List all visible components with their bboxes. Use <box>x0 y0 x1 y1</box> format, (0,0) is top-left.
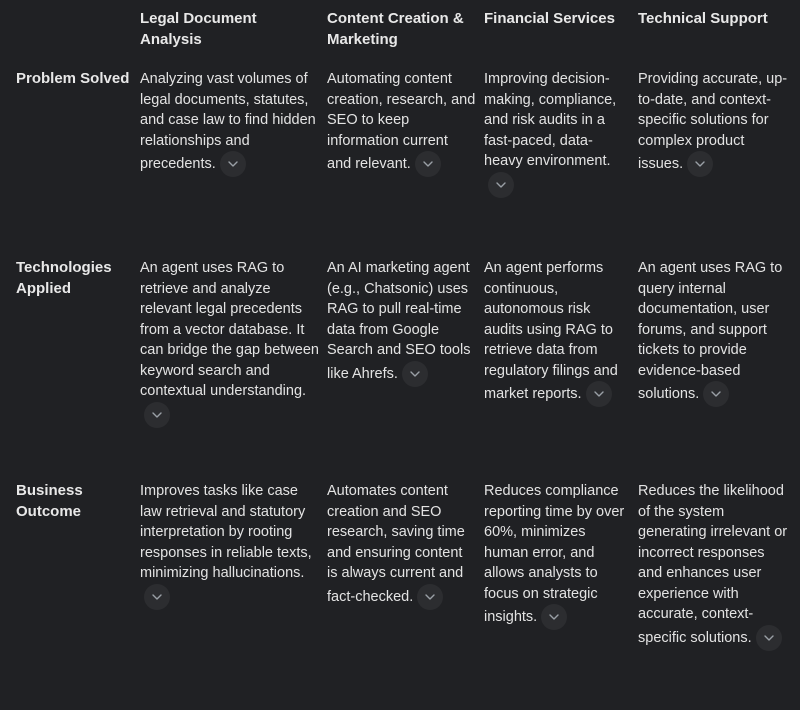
table-cell: An agent uses RAG to query internal documentation, user forums, and support tickets to provide evidence-based solutions. <box>638 258 800 481</box>
chevron-down-icon[interactable] <box>220 151 246 177</box>
table-cell: Reduces compliance reporting time by over 60%, minimizes human error, and allows analysts to focus on strategic insights. <box>484 481 638 701</box>
chevron-down-icon[interactable] <box>756 625 782 651</box>
chevron-down-icon[interactable] <box>415 151 441 177</box>
corner-header <box>16 9 140 69</box>
column-header-technical: Technical Support <box>638 10 768 27</box>
table-cell: Automating content creation, research, and SEO to keep information current and relevant. <box>327 69 484 258</box>
table-cell: Automates content creation and SEO research, saving time and ensuring content is always current and fact-checked. <box>327 481 484 701</box>
column-header-content: Content Creation & Marketing <box>327 10 464 48</box>
column-header-financial: Financial Services <box>484 10 615 27</box>
chevron-down-icon[interactable] <box>144 402 170 428</box>
table-cell: Reduces the likelihood of the system generating irrelevant or incorrect responses and enhances user experience with accurate, context-specific solutions. <box>638 481 800 701</box>
row-header-problem: Problem Solved <box>16 70 130 87</box>
chevron-down-icon[interactable] <box>687 151 713 177</box>
chevron-down-icon[interactable] <box>586 381 612 407</box>
chevron-down-icon[interactable] <box>144 584 170 610</box>
table-cell: Providing accurate, up-to-date, and context-specific solutions for complex product issues. <box>638 69 800 258</box>
chevron-down-icon[interactable] <box>703 381 729 407</box>
row-header-outcome: Business Outcome <box>16 482 83 520</box>
table-cell: Improves tasks like case law retrieval and statutory interpretation by rooting responses in reliable texts, minimizing hallucinations. <box>140 481 327 701</box>
chevron-down-icon[interactable] <box>541 604 567 630</box>
table-cell: An agent uses RAG to retrieve and analyze relevant legal precedents from a vector database. It can bridge the gap between keyword search and contextual understanding. <box>140 258 327 481</box>
row-header-technologies: Technologies Applied <box>16 259 112 297</box>
comparison-table <box>16 9 800 701</box>
chevron-down-icon[interactable] <box>417 584 443 610</box>
table-cell: An AI marketing agent (e.g., Chatsonic) uses RAG to pull real-time data from Google Search and SEO tools like Ahrefs. <box>327 258 484 481</box>
table-cell: Analyzing vast volumes of legal documents, statutes, and case law to find hidden relationships and precedents. <box>140 69 327 258</box>
table-cell: Improving decision-making, compliance, and risk audits in a fast-paced, data-heavy environment. <box>484 69 638 258</box>
column-header-legal: Legal Document Analysis <box>140 10 257 48</box>
chevron-down-icon[interactable] <box>402 361 428 387</box>
chevron-down-icon[interactable] <box>488 172 514 198</box>
table-cell: An agent performs continuous, autonomous risk audits using RAG to retrieve data from regulatory filings and market reports. <box>484 258 638 481</box>
